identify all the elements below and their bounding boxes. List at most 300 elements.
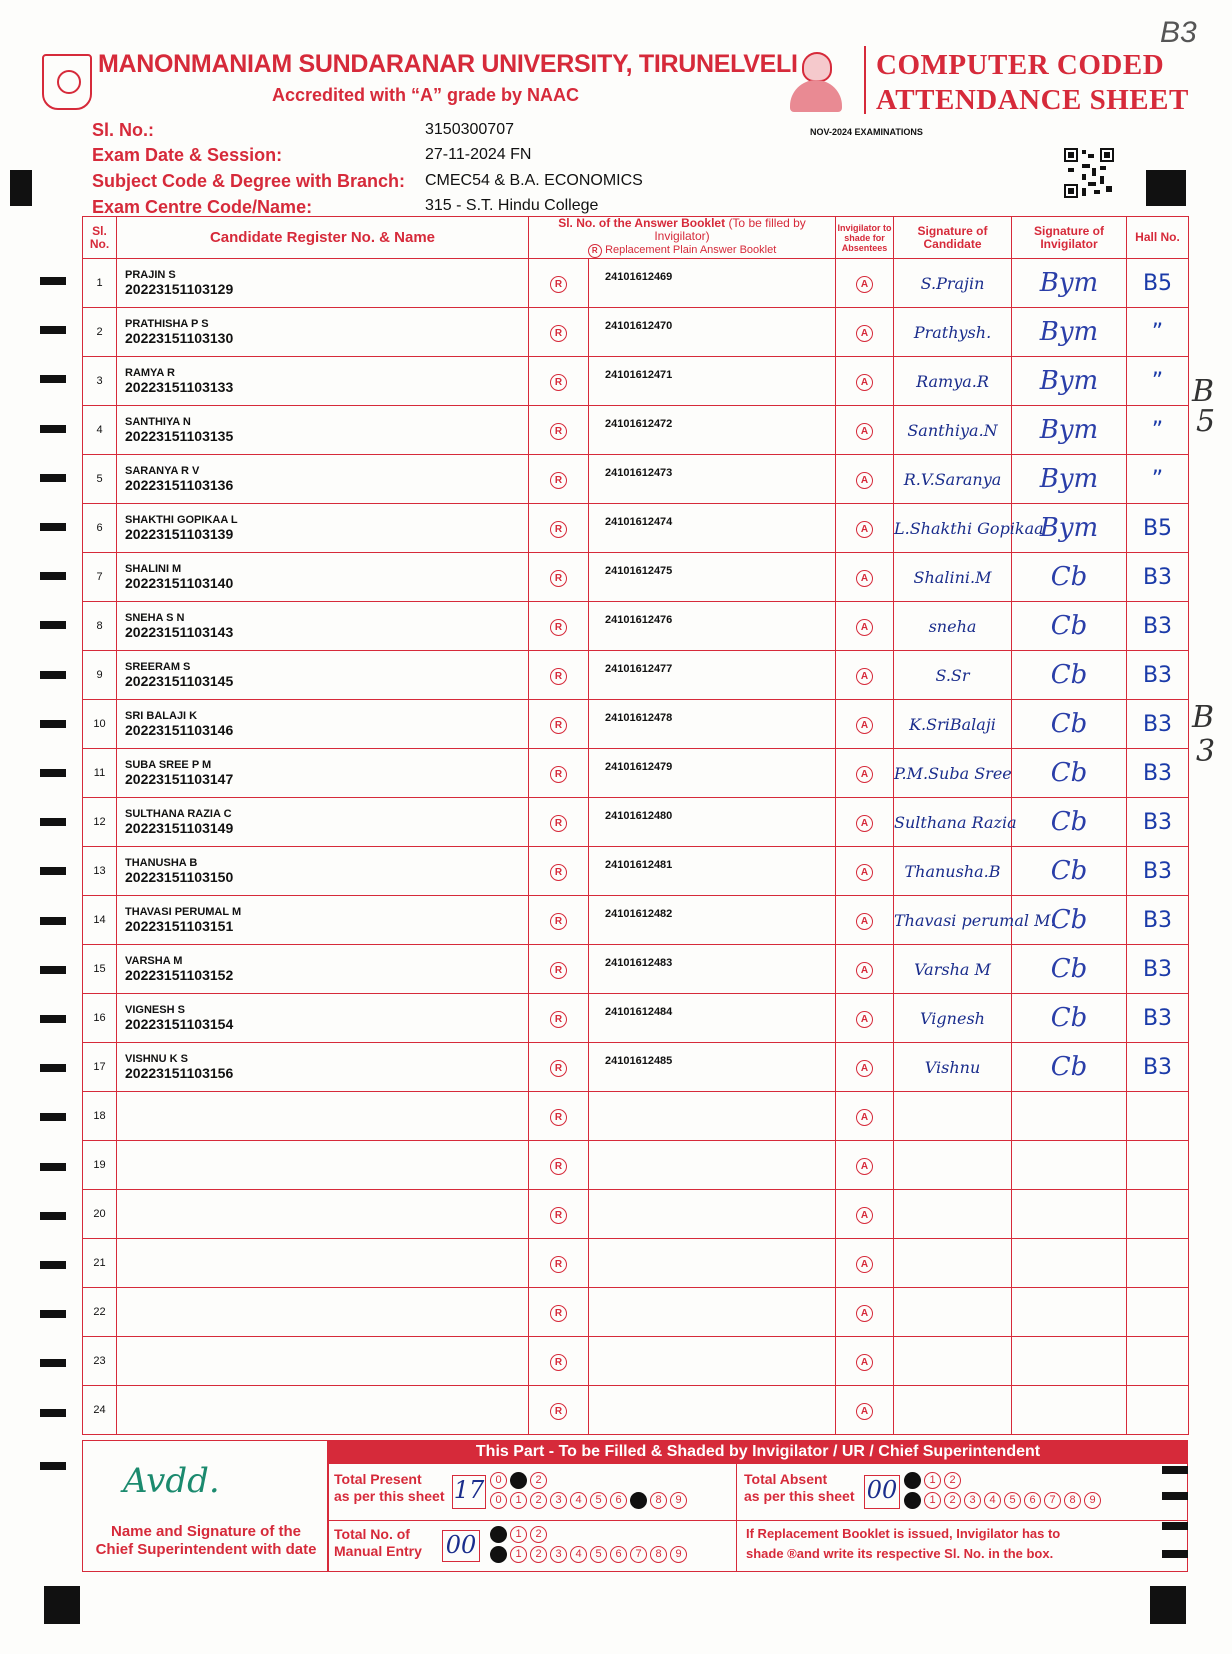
register-number: 20223151103151 (125, 918, 234, 934)
invigilator-signature (1012, 1239, 1127, 1288)
timing-mark (40, 1212, 66, 1220)
table-row (83, 553, 1189, 602)
replacement-bubble[interactable]: R (550, 472, 567, 489)
timing-mark (40, 867, 66, 875)
absent-cell (836, 1141, 894, 1190)
exam-date-value: 27-11-2024 FN (425, 146, 532, 163)
absent-cell (836, 847, 894, 896)
centre-value: 315 - S.T. Hindu College (425, 197, 599, 214)
sl-no-value: 3150300707 (425, 121, 514, 138)
replacement-cell (529, 259, 589, 308)
register-number: 20223151103143 (125, 624, 234, 640)
invigilator-signature: Bym (1012, 308, 1127, 357)
candidate-name: RAMYA R (125, 367, 175, 379)
replacement-cell (529, 1092, 589, 1141)
manual-units-bubble[interactable]: 6 (610, 1546, 627, 1563)
replacement-cell (529, 847, 589, 896)
replacement-bubble[interactable]: R (550, 423, 567, 440)
timing-mark (1162, 1550, 1188, 1558)
booklet-header-title: Sl. No. of the Answer Booklet (558, 216, 726, 230)
col-header-hall: Hall No. (1127, 217, 1189, 259)
table-row (83, 1288, 1189, 1337)
table-row (83, 945, 1189, 994)
hall-number: ” (1127, 308, 1189, 357)
registration-mark (10, 170, 32, 206)
replacement-cell (529, 357, 589, 406)
present-units-bubble[interactable]: 1 (510, 1492, 527, 1509)
subject-label: Subject Code & Degree with Branch: (92, 171, 406, 191)
absent-units-bubble[interactable]: 6 (1024, 1492, 1041, 1509)
absent-cell (836, 1043, 894, 1092)
hall-number (1127, 1190, 1189, 1239)
present-tens-bubbles (490, 1472, 547, 1489)
present-units-bubble[interactable]: 8 (650, 1492, 667, 1509)
absent-units-bubble[interactable]: 4 (984, 1492, 1001, 1509)
candidate-cell (117, 357, 529, 406)
replacement-cell (529, 1239, 589, 1288)
timing-mark (40, 818, 66, 826)
replacement-bubble[interactable]: R (550, 521, 567, 538)
absent-cell (836, 1239, 894, 1288)
hall-number: B5 (1127, 259, 1189, 308)
absent-units-bubbles (904, 1492, 1101, 1509)
booklet-number (589, 1092, 836, 1141)
absent-bubble[interactable]: A (856, 1060, 873, 1077)
candidate-signature: Varsha M (894, 945, 1012, 994)
sheet-title (876, 48, 1189, 118)
manual-units-bubble[interactable]: 4 (570, 1546, 587, 1563)
booklet-number: 24101612481 (589, 847, 836, 896)
col-header-booklet (529, 217, 836, 259)
candidate-name: THAVASI PERUMAL M (125, 906, 242, 918)
present-value[interactable]: 17 (452, 1475, 486, 1509)
university-name: MANONMANIAM SUNDARANAR UNIVERSITY, TIRUNELVELI (98, 50, 798, 78)
row-sl: 3 (83, 357, 117, 406)
table-row (83, 1190, 1189, 1239)
manual-units-bubble[interactable]: 1 (510, 1546, 527, 1563)
row-sl: 20 (83, 1190, 117, 1239)
hall-number: B3 (1127, 994, 1189, 1043)
present-tens-bubble[interactable]: 2 (530, 1472, 547, 1489)
registration-mark (44, 1586, 80, 1624)
register-number: 20223151103140 (125, 575, 234, 591)
manual-units-bubble[interactable]: 7 (630, 1546, 647, 1563)
absent-bubble[interactable]: A (856, 325, 873, 342)
manual-units-bubble[interactable]: 0 (490, 1546, 507, 1563)
booklet-number: 24101612472 (589, 406, 836, 455)
candidate-cell (117, 602, 529, 651)
absent-bubble[interactable]: A (856, 472, 873, 489)
replacement-bubble[interactable]: R (550, 1403, 567, 1420)
timing-mark (40, 1113, 66, 1121)
timing-mark (40, 671, 66, 679)
replacement-bubble[interactable]: R (550, 962, 567, 979)
hall-number: ” (1127, 357, 1189, 406)
table-row (83, 308, 1189, 357)
booklet-number: 24101612479 (589, 749, 836, 798)
row-sl: 24 (83, 1386, 117, 1435)
absent-cell (836, 896, 894, 945)
hall-number: B3 (1127, 651, 1189, 700)
absent-bubble[interactable]: A (856, 1207, 873, 1224)
manual-units-bubble[interactable]: 8 (650, 1546, 667, 1563)
booklet-number: 24101612477 (589, 651, 836, 700)
absent-label-2: as per this sheet (744, 1488, 855, 1504)
replacement-bubble[interactable]: R (550, 1109, 567, 1126)
absent-value[interactable]: 00 (864, 1475, 900, 1509)
invigilator-signature (1012, 1092, 1127, 1141)
absent-cell (836, 504, 894, 553)
replacement-bubble[interactable]: R (550, 717, 567, 734)
timing-mark (40, 523, 66, 531)
manual-units-bubble[interactable]: 2 (530, 1546, 547, 1563)
candidate-signature: Prathysh. (894, 308, 1012, 357)
candidate-cell (117, 798, 529, 847)
candidate-signature: R.V.Saranya (894, 455, 1012, 504)
absent-bubble[interactable]: A (856, 913, 873, 930)
register-number: 20223151103135 (125, 428, 234, 444)
booklet-number: 24101612469 (589, 259, 836, 308)
replacement-bubble[interactable]: R (550, 1158, 567, 1175)
footer-band: This Part - To be Filled & Shaded by Invigilator / UR / Chief Superintendent (328, 1440, 1188, 1464)
hall-number: B3 (1127, 553, 1189, 602)
booklet-number (589, 1190, 836, 1239)
replacement-bubble[interactable]: R (550, 619, 567, 636)
chief-signature: Avdd. (123, 1461, 220, 1501)
row-sl: 23 (83, 1337, 117, 1386)
candidate-cell (117, 945, 529, 994)
candidate-cell (117, 749, 529, 798)
replacement-cell (529, 994, 589, 1043)
absent-units-bubble[interactable]: 9 (1084, 1492, 1101, 1509)
timing-mark (40, 375, 66, 383)
timing-mark (40, 917, 66, 925)
present-units-bubbles (490, 1492, 687, 1509)
replacement-cell (529, 406, 589, 455)
candidate-cell (117, 1141, 529, 1190)
replacement-cell (529, 308, 589, 357)
replacement-cell (529, 455, 589, 504)
absent-bubble[interactable]: A (856, 717, 873, 734)
replacement-bubble[interactable]: R (550, 766, 567, 783)
manual-label-1: Total No. of (334, 1526, 410, 1542)
candidate-signature: L.Shakthi Gopikaa (894, 504, 1012, 553)
candidate-cell (117, 994, 529, 1043)
candidate-signature: Vignesh (894, 994, 1012, 1043)
sl-no-label: Sl. No.: (92, 120, 154, 140)
side-note: B (1192, 374, 1215, 409)
hall-number: B3 (1127, 945, 1189, 994)
row-sl: 2 (83, 308, 117, 357)
replacement-cell (529, 553, 589, 602)
candidate-signature (894, 1386, 1012, 1435)
booklet-number: 24101612483 (589, 945, 836, 994)
booklet-number (589, 1386, 836, 1435)
candidate-signature (894, 1092, 1012, 1141)
present-units-bubble[interactable]: 5 (590, 1492, 607, 1509)
register-number: 20223151103150 (125, 869, 234, 885)
candidate-signature: Shalini.M (894, 553, 1012, 602)
row-sl: 19 (83, 1141, 117, 1190)
manual-tens-bubble[interactable]: 2 (530, 1526, 547, 1543)
absent-bubble[interactable]: A (856, 668, 873, 685)
accreditation-text: Accredited with “A” grade by NAAC (272, 85, 580, 105)
absent-label (744, 1471, 855, 1505)
candidate-name: SARANYA R V (125, 465, 200, 477)
university-logo-icon (42, 54, 92, 110)
absent-cell (836, 651, 894, 700)
col-header-sl: Sl. No. (83, 217, 117, 259)
invigilator-signature: Bym (1012, 504, 1127, 553)
hall-number (1127, 1141, 1189, 1190)
absent-bubble[interactable]: A (856, 1011, 873, 1028)
candidate-name: SHAKTHI GOPIKAA L (125, 514, 238, 526)
absent-units-bubble[interactable]: 0 (904, 1492, 921, 1509)
absent-tens-bubble[interactable]: 0 (904, 1472, 921, 1489)
sheet-title-line2: ATTENDANCE SHEET (876, 84, 1189, 116)
absent-bubble[interactable]: A (856, 423, 873, 440)
table-row (83, 602, 1189, 651)
candidate-cell (117, 1190, 529, 1239)
candidate-name: SULTHANA RAZIA C (125, 808, 232, 820)
candidate-cell (117, 700, 529, 749)
exam-date-label: Exam Date & Session: (92, 145, 283, 165)
replacement-bubble[interactable]: R (550, 1305, 567, 1322)
candidate-name: SANTHIYA N (125, 416, 191, 428)
replacement-bubble[interactable]: R (550, 913, 567, 930)
invigilator-signature: Bym (1012, 357, 1127, 406)
invigilator-signature (1012, 1386, 1127, 1435)
row-sl: 13 (83, 847, 117, 896)
candidate-name: SHALINI M (125, 563, 182, 575)
row-sl: 15 (83, 945, 117, 994)
row-sl: 18 (83, 1092, 117, 1141)
row-sl: 14 (83, 896, 117, 945)
timing-mark (1162, 1492, 1188, 1500)
candidate-cell (117, 1386, 529, 1435)
registration-mark (1146, 170, 1186, 206)
replacement-bubble[interactable]: R (550, 1354, 567, 1371)
absent-bubble[interactable]: A (856, 766, 873, 783)
candidate-signature (894, 1239, 1012, 1288)
booklet-number: 24101612482 (589, 896, 836, 945)
replacement-bubble[interactable]: R (550, 1207, 567, 1224)
replacement-bubble[interactable]: R (550, 374, 567, 391)
absent-cell (836, 749, 894, 798)
invigilator-signature: Cb (1012, 945, 1127, 994)
centre-label: Exam Centre Code/Name: (92, 197, 313, 217)
absent-bubble[interactable]: A (856, 1256, 873, 1273)
absent-tens-bubbles (904, 1472, 961, 1489)
absent-bubble[interactable]: A (856, 374, 873, 391)
candidate-cell (117, 1337, 529, 1386)
chief-superintendent-box (82, 1440, 328, 1572)
timing-mark (40, 1163, 66, 1171)
candidate-signature: Thanusha.B (894, 847, 1012, 896)
absent-units-bubble[interactable]: 8 (1064, 1492, 1081, 1509)
manual-units-bubble[interactable]: 5 (590, 1546, 607, 1563)
manual-units-bubble[interactable]: 3 (550, 1546, 567, 1563)
booklet-number: 24101612480 (589, 798, 836, 847)
booklet-number: 24101612475 (589, 553, 836, 602)
hall-number (1127, 1288, 1189, 1337)
absent-units-bubble[interactable]: 1 (924, 1492, 941, 1509)
replacement-bubble[interactable]: R (550, 815, 567, 832)
note-line-2: shade ®and write its respective Sl. No. in the box. (746, 1546, 1054, 1561)
manual-units-bubble[interactable]: 9 (670, 1546, 687, 1563)
replacement-cell (529, 896, 589, 945)
absent-bubble[interactable]: A (856, 962, 873, 979)
absent-tens-bubble[interactable]: 2 (944, 1472, 961, 1489)
present-units-bubble[interactable]: 0 (490, 1492, 507, 1509)
absent-cell (836, 602, 894, 651)
absent-tens-bubble[interactable]: 1 (924, 1472, 941, 1489)
replacement-bubble[interactable]: R (550, 864, 567, 881)
table-row (83, 455, 1189, 504)
table-row (83, 406, 1189, 455)
replacement-header: Replacement Plain Answer Booklet (605, 244, 777, 256)
candidate-cell (117, 651, 529, 700)
timing-mark (1162, 1522, 1188, 1530)
absent-units-bubble[interactable]: 3 (964, 1492, 981, 1509)
timing-mark (40, 720, 66, 728)
absent-bubble[interactable]: A (856, 1109, 873, 1126)
candidate-name: VARSHA M (125, 955, 183, 967)
absent-bubble[interactable]: A (856, 276, 873, 293)
absent-bubble[interactable]: A (856, 864, 873, 881)
timing-mark (40, 572, 66, 580)
candidate-signature: P.M.Suba Sree (894, 749, 1012, 798)
absent-units-bubble[interactable]: 2 (944, 1492, 961, 1509)
timing-mark (40, 1409, 66, 1417)
footer-section (82, 1440, 1188, 1572)
manual-tens-bubble[interactable]: 1 (510, 1526, 527, 1543)
row-sl: 21 (83, 1239, 117, 1288)
booklet-number: 24101612473 (589, 455, 836, 504)
absent-bubble[interactable]: A (856, 815, 873, 832)
candidate-cell (117, 1239, 529, 1288)
absent-cell (836, 1092, 894, 1141)
invigilator-signature (1012, 1141, 1127, 1190)
timing-mark (1162, 1466, 1188, 1474)
candidate-signature (894, 1141, 1012, 1190)
candidate-signature: Santhiya.N (894, 406, 1012, 455)
present-units-bubble[interactable]: 6 (610, 1492, 627, 1509)
booklet-number: 24101612474 (589, 504, 836, 553)
present-label-2: as per this sheet (334, 1488, 445, 1504)
hall-number: B3 (1127, 847, 1189, 896)
timing-mark (40, 1015, 66, 1023)
replacement-bubble[interactable]: R (550, 1011, 567, 1028)
present-units-bubble[interactable]: 2 (530, 1492, 547, 1509)
present-units-bubble[interactable]: 4 (570, 1492, 587, 1509)
table-row (83, 1337, 1189, 1386)
replacement-bubble[interactable]: R (550, 276, 567, 293)
replacement-cell (529, 1386, 589, 1435)
manual-tens-bubble[interactable]: 0 (490, 1526, 507, 1543)
candidate-signature (894, 1288, 1012, 1337)
present-tens-bubble[interactable]: 1 (510, 1472, 527, 1489)
manual-entry-value[interactable]: 00 (442, 1530, 480, 1562)
candidate-cell (117, 1043, 529, 1092)
row-sl: 8 (83, 602, 117, 651)
table-row (83, 896, 1189, 945)
replacement-bubble[interactable]: R (550, 668, 567, 685)
portrait-icon (786, 48, 846, 114)
invigilator-signature (1012, 1190, 1127, 1239)
absent-cell (836, 1288, 894, 1337)
replacement-bubble[interactable]: R (550, 325, 567, 342)
registration-mark (1150, 1586, 1186, 1624)
absent-units-bubble[interactable]: 7 (1044, 1492, 1061, 1509)
invigilator-signature: Bym (1012, 455, 1127, 504)
invigilator-signature: Bym (1012, 406, 1127, 455)
absent-bubble[interactable]: A (856, 1158, 873, 1175)
absent-cell (836, 1386, 894, 1435)
timing-mark (40, 277, 66, 285)
present-units-bubble[interactable]: 9 (670, 1492, 687, 1509)
absent-cell (836, 357, 894, 406)
absent-bubble[interactable]: A (856, 1403, 873, 1420)
note-line-1: If Replacement Booklet is issued, Invigilator has to (746, 1526, 1061, 1541)
invigilator-signature: Cb (1012, 847, 1127, 896)
absent-cell (836, 1337, 894, 1386)
present-units-bubble[interactable]: 7 (630, 1492, 647, 1509)
register-number: 20223151103145 (125, 673, 234, 689)
booklet-number (589, 1337, 836, 1386)
candidate-signature: Vishnu (894, 1043, 1012, 1092)
candidate-cell (117, 553, 529, 602)
candidate-name: PRATHISHA P S (125, 318, 209, 330)
table-row (83, 1239, 1189, 1288)
absent-cell (836, 259, 894, 308)
replacement-bubble[interactable]: R (550, 570, 567, 587)
candidate-cell (117, 504, 529, 553)
hall-number: B3 (1127, 749, 1189, 798)
absent-bubble[interactable]: A (856, 619, 873, 636)
booklet-header-note: (To be filled by Invigilator) (654, 216, 806, 243)
replacement-cell (529, 945, 589, 994)
candidate-cell (117, 896, 529, 945)
invigilator-signature: Cb (1012, 553, 1127, 602)
candidate-name: VIGNESH S (125, 1004, 185, 1016)
booklet-number: 24101612470 (589, 308, 836, 357)
replacement-bubble[interactable]: R (550, 1060, 567, 1077)
absent-bubble[interactable]: A (856, 570, 873, 587)
timing-mark (40, 769, 66, 777)
manual-units-bubbles (490, 1546, 687, 1563)
replacement-cell (529, 1043, 589, 1092)
candidate-signature: K.SriBalaji (894, 700, 1012, 749)
present-tens-bubble[interactable]: 0 (490, 1472, 507, 1489)
manual-tens-bubbles (490, 1526, 547, 1543)
present-units-bubble[interactable]: 3 (550, 1492, 567, 1509)
replacement-cell (529, 651, 589, 700)
absent-bubble[interactable]: A (856, 521, 873, 538)
register-number: 20223151103154 (125, 1016, 234, 1032)
register-number: 20223151103130 (125, 330, 234, 346)
candidate-name: SNEHA S N (125, 612, 185, 624)
candidate-name: THANUSHA B (125, 857, 198, 869)
absent-cell (836, 700, 894, 749)
row-sl: 9 (83, 651, 117, 700)
absent-bubble[interactable]: A (856, 1305, 873, 1322)
replacement-bubble[interactable]: R (550, 1256, 567, 1273)
absent-units-bubble[interactable]: 5 (1004, 1492, 1021, 1509)
absent-cell (836, 798, 894, 847)
absent-bubble[interactable]: A (856, 1354, 873, 1371)
invigilator-signature: Cb (1012, 651, 1127, 700)
